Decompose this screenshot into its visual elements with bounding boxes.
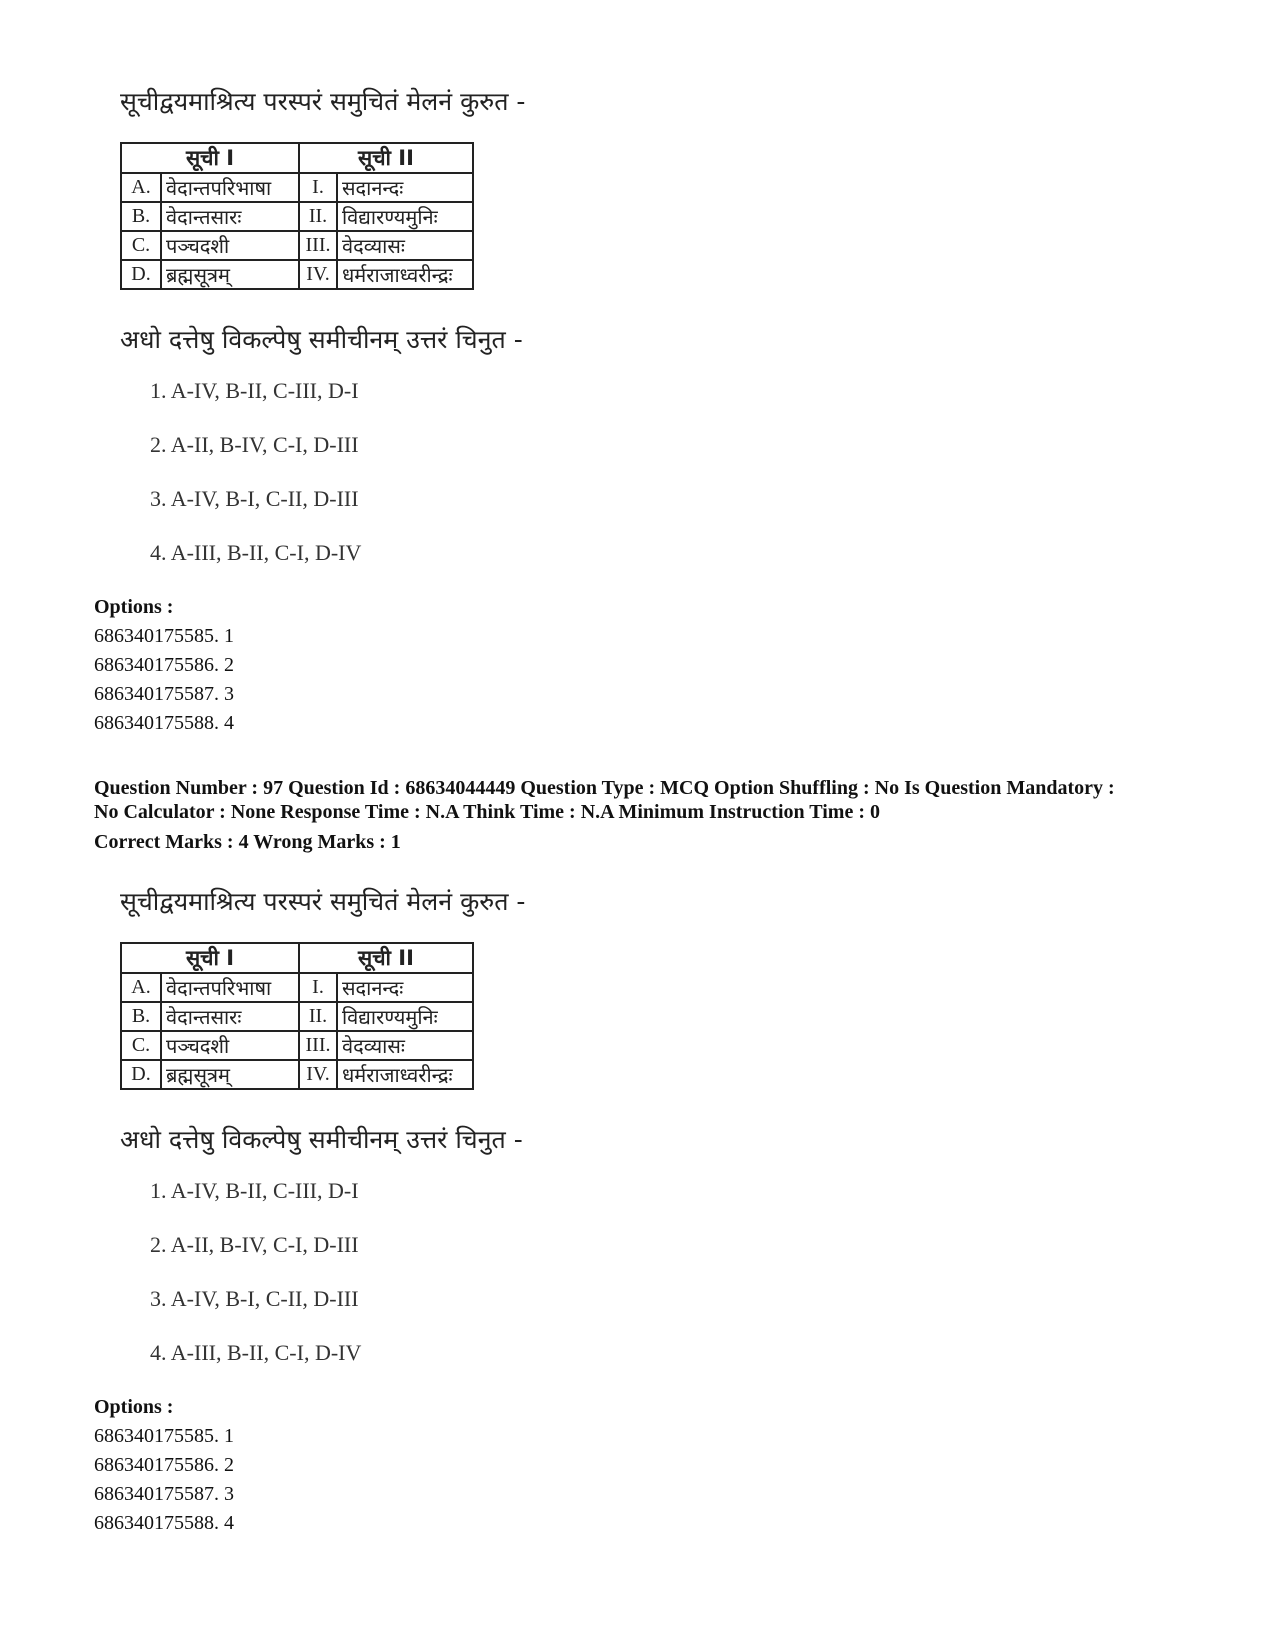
question-meta-line-1: Question Number : 97 Question Id : 68634044449 Question Type : MCQ Option Shuffling : No Is Question Mandatory : [94, 777, 1115, 799]
option-id-line: 686340175588. 4 [94, 1512, 234, 1534]
option-id-line: 686340175587. 3 [94, 1483, 234, 1505]
list-2-item: धर्मराजाध्वरीन्द्रः [337, 1060, 473, 1089]
question-prompt: अधो दत्तेषु विकल्पेषु समीचीनम् उत्तरं चिनुत - [120, 325, 523, 354]
row-letter: A. [121, 973, 161, 1002]
list-1-item: वेदान्तपरिभाषा [161, 173, 299, 202]
question-instruction: सूचीद्वयमाश्रित्य परस्परं समुचितं मेलनं कुरुत - [120, 87, 526, 116]
list-1-item: वेदान्तसारः [161, 202, 299, 231]
table-row [121, 231, 473, 260]
options-label: Options : [94, 596, 174, 618]
list-2-item: विद्यारण्यमुनिः [337, 202, 473, 231]
row-letter: A. [121, 173, 161, 202]
option-id-line: 686340175588. 4 [94, 712, 234, 734]
table-row [121, 173, 473, 202]
list-1-item: ब्रह्मसूत्रम् [161, 1060, 299, 1089]
list-2-header: सूची II [299, 943, 473, 973]
option-id-line: 686340175585. 1 [94, 1425, 234, 1447]
table-header-row [121, 143, 473, 173]
list-2-item: वेदव्यासः [337, 1031, 473, 1060]
row-roman: III. [299, 231, 337, 260]
question-instruction: सूचीद्वयमाश्रित्य परस्परं समुचितं मेलनं कुरुत - [120, 887, 526, 916]
list-1-item: पञ्चदशी [161, 231, 299, 260]
list-1-item: ब्रह्मसूत्रम् [161, 260, 299, 289]
table-row [121, 202, 473, 231]
question-meta [94, 776, 1194, 824]
answer-choice: 1. A-IV, B-II, C-III, D-I [150, 378, 359, 403]
list-1-item: वेदान्तपरिभाषा [161, 973, 299, 1002]
options-label: Options : [94, 1396, 174, 1418]
row-roman: IV. [299, 260, 337, 289]
option-id-line: 686340175585. 1 [94, 625, 234, 647]
row-letter: D. [121, 260, 161, 289]
matching-table [120, 142, 474, 290]
table-row [121, 260, 473, 289]
row-letter: C. [121, 1031, 161, 1060]
question-marks: Correct Marks : 4 Wrong Marks : 1 [94, 831, 401, 853]
row-roman: III. [299, 1031, 337, 1060]
question-prompt: अधो दत्तेषु विकल्पेषु समीचीनम् उत्तरं चिनुत - [120, 1125, 523, 1154]
row-letter: B. [121, 1002, 161, 1031]
option-id-line: 686340175586. 2 [94, 1454, 234, 1476]
answer-choice: 3. A-IV, B-I, C-II, D-III [150, 1286, 359, 1311]
list-2-item: विद्यारण्यमुनिः [337, 1002, 473, 1031]
list-2-item: सदानन्दः [337, 173, 473, 202]
list-1-item: वेदान्तसारः [161, 1002, 299, 1031]
row-roman: I. [299, 173, 337, 202]
table-row [121, 1060, 473, 1089]
matching-table [120, 942, 474, 1090]
answer-choice: 2. A-II, B-IV, C-I, D-III [150, 432, 359, 457]
list-2-item: धर्मराजाध्वरीन्द्रः [337, 260, 473, 289]
answer-choice: 1. A-IV, B-II, C-III, D-I [150, 1178, 359, 1203]
table-row [121, 973, 473, 1002]
list-1-header: सूची I [121, 943, 299, 973]
answer-choice: 4. A-III, B-II, C-I, D-IV [150, 540, 362, 565]
list-2-item: वेदव्यासः [337, 231, 473, 260]
row-roman: II. [299, 1002, 337, 1031]
row-letter: B. [121, 202, 161, 231]
list-1-header: सूची I [121, 143, 299, 173]
table-row [121, 1031, 473, 1060]
row-roman: II. [299, 202, 337, 231]
answer-choice: 4. A-III, B-II, C-I, D-IV [150, 1340, 362, 1365]
option-id-line: 686340175586. 2 [94, 654, 234, 676]
question-meta-line-2: No Calculator : None Response Time : N.A Think Time : N.A Minimum Instruction Time : 0 [94, 801, 880, 823]
row-roman: IV. [299, 1060, 337, 1089]
row-letter: D. [121, 1060, 161, 1089]
row-roman: I. [299, 973, 337, 1002]
table-row [121, 1002, 473, 1031]
table-header-row [121, 943, 473, 973]
option-id-line: 686340175587. 3 [94, 683, 234, 705]
list-1-item: पञ्चदशी [161, 1031, 299, 1060]
answer-choice: 2. A-II, B-IV, C-I, D-III [150, 1232, 359, 1257]
list-2-header: सूची II [299, 143, 473, 173]
list-2-item: सदानन्दः [337, 973, 473, 1002]
row-letter: C. [121, 231, 161, 260]
answer-choice: 3. A-IV, B-I, C-II, D-III [150, 486, 359, 511]
